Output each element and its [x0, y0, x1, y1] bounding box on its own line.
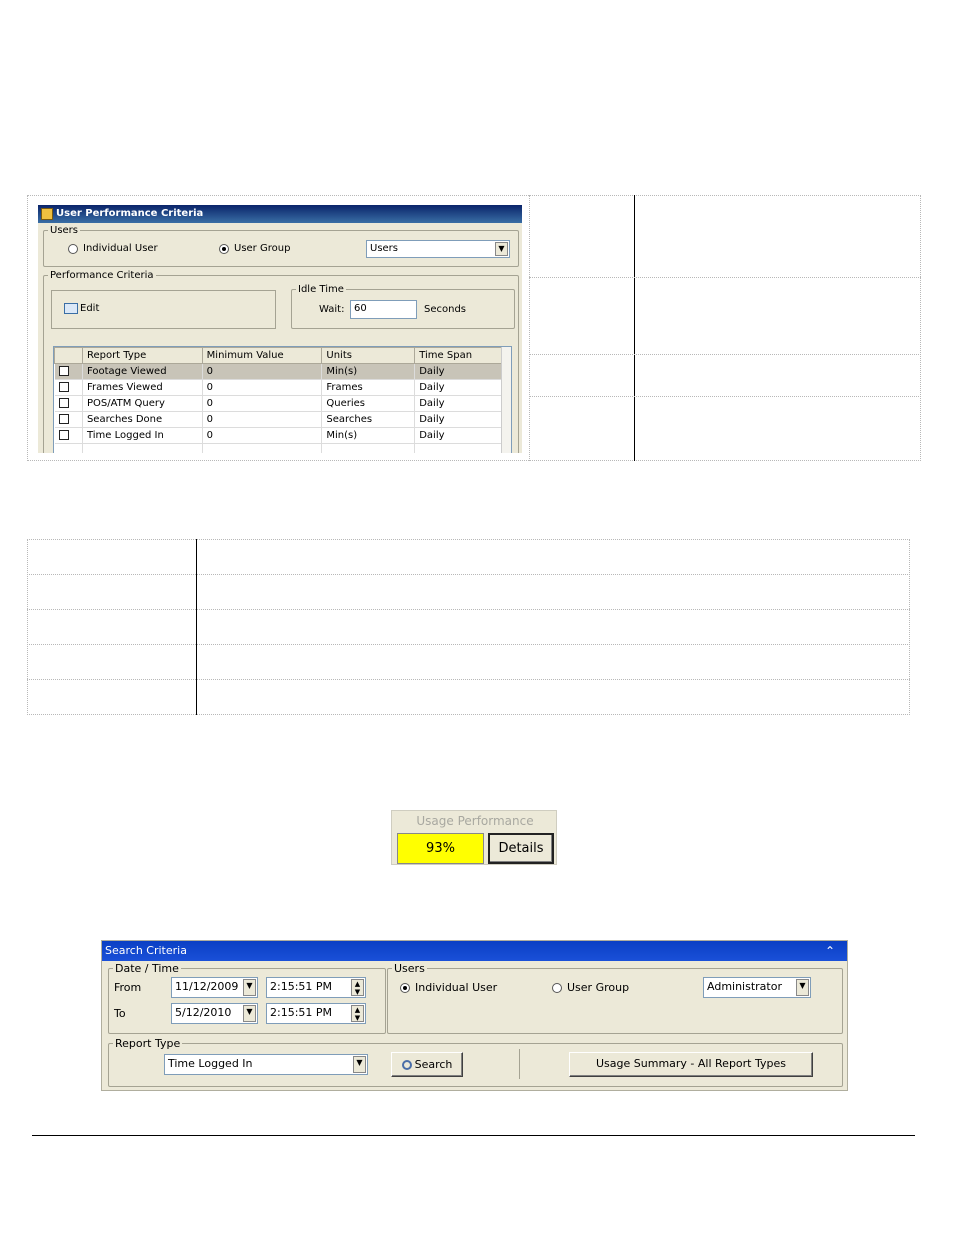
- row-check-cell: [55, 380, 83, 396]
- column-header[interactable]: Report Type: [82, 348, 202, 364]
- details-button[interactable]: Details: [488, 833, 554, 864]
- button-separator: [519, 1049, 520, 1079]
- row-check-cell: [55, 428, 83, 444]
- chevron-down-icon[interactable]: ▼: [495, 242, 508, 256]
- from-time-spinner[interactable]: [266, 977, 366, 998]
- doc-table-middle-column-rule: [196, 539, 197, 715]
- row-check-cell: [55, 396, 83, 412]
- doc-table-middle: [27, 539, 910, 715]
- radio-user-group-label: User Group: [234, 243, 291, 254]
- row-report-type: Frames Viewed: [82, 380, 202, 396]
- row-min-value: 0: [202, 428, 322, 444]
- chevron-down-icon[interactable]: ▼: [796, 979, 809, 996]
- radio-individual-user-circle[interactable]: [68, 244, 78, 254]
- user-performance-criteria-dialog: [38, 205, 522, 453]
- table-row[interactable]: [55, 380, 510, 396]
- idle-time-label: Idle Time: [298, 284, 344, 295]
- performance-criteria-label: Performance Criteria: [50, 270, 154, 281]
- from-label: From: [114, 981, 142, 994]
- chevron-down-icon[interactable]: ▼: [243, 1005, 256, 1022]
- table-row[interactable]: [55, 364, 510, 380]
- usage-performance-widget: [391, 810, 557, 865]
- dialog-titlebar: [38, 205, 522, 223]
- search-button-label: Search: [414, 1057, 453, 1071]
- row-min-value: 0: [202, 364, 322, 380]
- users-search-groupbox: [387, 962, 843, 1034]
- usage-performance-label: Usage Performance: [416, 814, 534, 828]
- wait-label: Wait:: [319, 304, 345, 315]
- row-units: Min(s): [322, 428, 415, 444]
- usage-summary-button[interactable]: Usage Summary - All Report Types: [569, 1052, 813, 1077]
- search-criteria-panel: [101, 940, 848, 1091]
- doc-table-top-row-rule: [529, 354, 921, 355]
- users-groupbox-label: Users: [50, 225, 79, 236]
- spinner-icon[interactable]: ▲ ▼: [351, 979, 364, 996]
- footer-rule: [32, 1135, 915, 1136]
- magnifier-icon: [402, 1060, 412, 1070]
- search-radio-individual-label: Individual User: [415, 981, 498, 994]
- chevron-down-icon[interactable]: ▼: [353, 1056, 366, 1073]
- column-header[interactable]: Minimum Value: [202, 348, 322, 364]
- row-report-type: Footage Viewed: [82, 364, 202, 380]
- search-criteria-title: Search Criteria: [105, 944, 187, 957]
- row-report-type: Time Logged In: [82, 428, 202, 444]
- row-min-value: 0: [202, 396, 322, 412]
- column-header[interactable]: Time Span: [415, 348, 510, 364]
- header-check-cell: [55, 348, 83, 364]
- from-date-value: 11/12/2009: [175, 980, 239, 993]
- row-time-span: Daily: [415, 396, 510, 412]
- user-select-value: Administrator: [707, 980, 782, 993]
- row-time-span: Daily: [415, 412, 510, 428]
- row-checkbox[interactable]: [59, 382, 69, 392]
- row-time-span: Daily: [415, 364, 510, 380]
- to-date-picker[interactable]: [171, 1003, 258, 1024]
- row-checkbox[interactable]: [59, 398, 69, 408]
- dialog-app-icon: [41, 208, 53, 220]
- doc-table-top-column-rule: [634, 195, 635, 461]
- row-units: Queries: [322, 396, 415, 412]
- search-radio-group-label: User Group: [567, 981, 630, 994]
- users-combo[interactable]: [366, 240, 510, 258]
- row-min-value: 0: [202, 380, 322, 396]
- report-type-value: Time Logged In: [168, 1057, 253, 1070]
- grid-scrollbar[interactable]: [501, 347, 511, 453]
- from-time-value: 2:15:51 PM: [270, 980, 333, 993]
- table-row-empty: [55, 444, 510, 454]
- doc-table-middle-row-rule: [27, 679, 910, 680]
- column-header[interactable]: Units: [322, 348, 415, 364]
- doc-table-middle-row-rule: [27, 644, 910, 645]
- report-type-label: Report Type: [115, 1037, 181, 1050]
- spinner-icon[interactable]: ▲ ▼: [351, 1005, 364, 1022]
- search-criteria-titlebar: [102, 941, 847, 961]
- row-units: Min(s): [322, 364, 415, 380]
- criteria-grid: [53, 346, 512, 453]
- from-date-picker[interactable]: [171, 977, 258, 998]
- doc-table-top-divider: [529, 195, 530, 461]
- radio-user-group-circle[interactable]: [219, 244, 229, 254]
- wait-input-value: 60: [354, 303, 367, 314]
- search-radio-individual-user[interactable]: [400, 981, 497, 994]
- user-select[interactable]: [703, 977, 811, 998]
- users-combo-value: Users: [370, 243, 399, 254]
- chevron-down-icon[interactable]: ▼: [243, 979, 256, 996]
- table-row[interactable]: [55, 396, 510, 412]
- row-units: Frames: [322, 380, 415, 396]
- edit-button[interactable]: [64, 303, 99, 314]
- dialog-title: User Performance Criteria: [56, 208, 204, 219]
- radio-user-group[interactable]: [219, 243, 290, 254]
- search-radio-user-group[interactable]: [552, 981, 629, 994]
- report-type-select[interactable]: [164, 1054, 368, 1075]
- doc-table-middle-row-rule: [27, 609, 910, 610]
- row-checkbox[interactable]: [59, 430, 69, 440]
- seconds-label: Seconds: [424, 304, 467, 315]
- edit-icon: [64, 303, 78, 314]
- row-time-span: Daily: [415, 428, 510, 444]
- doc-table-middle-row-rule: [27, 574, 910, 575]
- row-checkbox[interactable]: [59, 366, 69, 376]
- edit-label: Edit: [80, 303, 100, 314]
- table-row[interactable]: [55, 428, 510, 444]
- criteria-table-header: [55, 348, 510, 364]
- row-report-type: POS/ATM Query: [82, 396, 202, 412]
- row-check-cell: [55, 412, 83, 428]
- search-radio-group-circle[interactable]: [552, 983, 562, 993]
- doc-table-top-row-rule: [529, 396, 921, 397]
- row-min-value: 0: [202, 412, 322, 428]
- row-report-type: Searches Done: [82, 412, 202, 428]
- search-button[interactable]: [391, 1052, 463, 1077]
- to-time-spinner[interactable]: [266, 1003, 366, 1024]
- users-search-label: Users: [394, 962, 425, 975]
- doc-table-top-row-rule: [529, 277, 921, 278]
- row-check-cell: [55, 364, 83, 380]
- radio-individual-user-label: Individual User: [83, 243, 158, 254]
- collapse-icon[interactable]: ⌃: [824, 944, 835, 958]
- row-units: Searches: [322, 412, 415, 428]
- search-radio-individual-circle[interactable]: [400, 983, 410, 993]
- to-time-value: 2:15:51 PM: [270, 1006, 333, 1019]
- wait-input[interactable]: [350, 300, 417, 319]
- row-time-span: Daily: [415, 380, 510, 396]
- datetime-label: Date / Time: [115, 962, 179, 975]
- to-date-value: 5/12/2010: [175, 1006, 232, 1019]
- to-label: To: [114, 1007, 126, 1020]
- radio-individual-user[interactable]: [68, 243, 158, 254]
- table-row[interactable]: [55, 412, 510, 428]
- usage-performance-value: 93%: [397, 833, 484, 864]
- criteria-table: [54, 347, 510, 453]
- row-checkbox[interactable]: [59, 414, 69, 424]
